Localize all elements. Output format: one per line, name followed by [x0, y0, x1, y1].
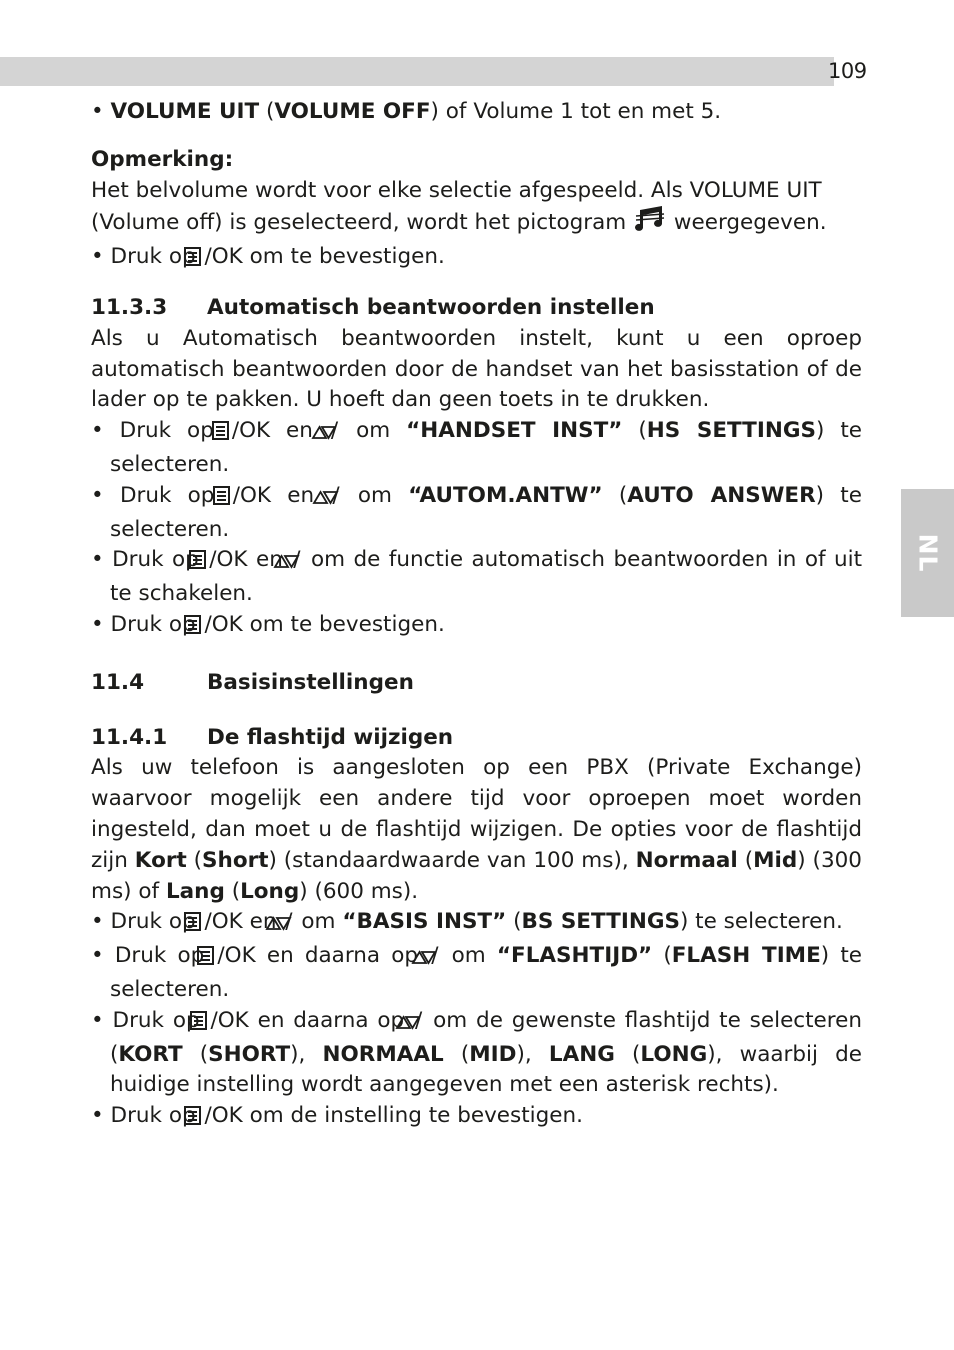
language-tab-label: NL	[913, 533, 942, 573]
section-heading-11-4-1: 11.4.1 De flashtijd wijzigen	[91, 724, 454, 750]
section-intro: Als uw telefoon is aangesloten op een PBX (Private Exchange) waarvoor mogelijk een andere tijd voor oproepen moet worden ingesteld, dan moet u de flashtijd wijzigen. De opties voor de flashtijd zijn Kort (Short) (standaardwaarde van 100 ms), Normaal (Mid) (300 ms) of Lang (Long) (600 ms).	[91, 755, 862, 904]
list-item: • Druk op /OK om de instelling te bevestigen.	[91, 1103, 583, 1129]
list-item: • Druk op /OK en / om “HANDSET INST” (HS SETTINGS) te selecteren.	[91, 418, 862, 477]
note-title: Opmerking:	[91, 146, 234, 172]
music-note-icon	[634, 206, 666, 242]
section-intro: Als u Automatisch beantwoorden instelt, kunt u een oproep automatisch beantwoorden door de handset van het basisstation of de lader op te pakken. U hoeft dan geen toets in te drukken.	[91, 325, 862, 413]
list-item: • Druk op /OK en / om de functie automatisch beantwoorden in of uit te schakelen.	[91, 547, 863, 607]
page-content	[91, 97, 862, 1135]
note-text: Het belvolume wordt voor elke selectie afgespeeld. Als VOLUME UIT (Volume off) is geselecteerd, wordt het pictogram weergegeven.	[91, 176, 862, 243]
section-heading-11-3-3: 11.3.3 Automatisch beantwoorden instellen	[91, 294, 655, 320]
list-item: • Druk op /OK en / om “AUTOM.ANTW” (AUTO ANSWER) te selecteren.	[91, 482, 862, 542]
list-item: • Druk op /OK en daarna op / om “FLASHTIJD” (FLASH TIME) te selecteren.	[91, 943, 862, 1002]
list-item: • VOLUME UIT (VOLUME OFF) of Volume 1 tot en met 5.	[91, 99, 722, 124]
language-tab	[901, 489, 954, 617]
list-item: • Druk op /OK en daarna op / om de gewenste flashtijd te selecteren (KORT (SHORT), NORMAAL (MID), LANG (LONG), waarbij de huidige instelling wordt aangegeven met een asterisk rechts).	[91, 1007, 862, 1098]
page-number: 109	[828, 59, 867, 83]
header-bar	[0, 57, 834, 86]
list-item: • Druk op /OK om te bevestigen.	[91, 611, 445, 637]
section-heading-11-4: 11.4 Basisinstellingen	[91, 669, 414, 695]
list-item: • Druk op /OK om te bevestigen.	[91, 244, 445, 270]
list-item: • Druk op /OK en / om “BASIS INST” (BS SETTINGS) te selecteren.	[91, 909, 843, 935]
